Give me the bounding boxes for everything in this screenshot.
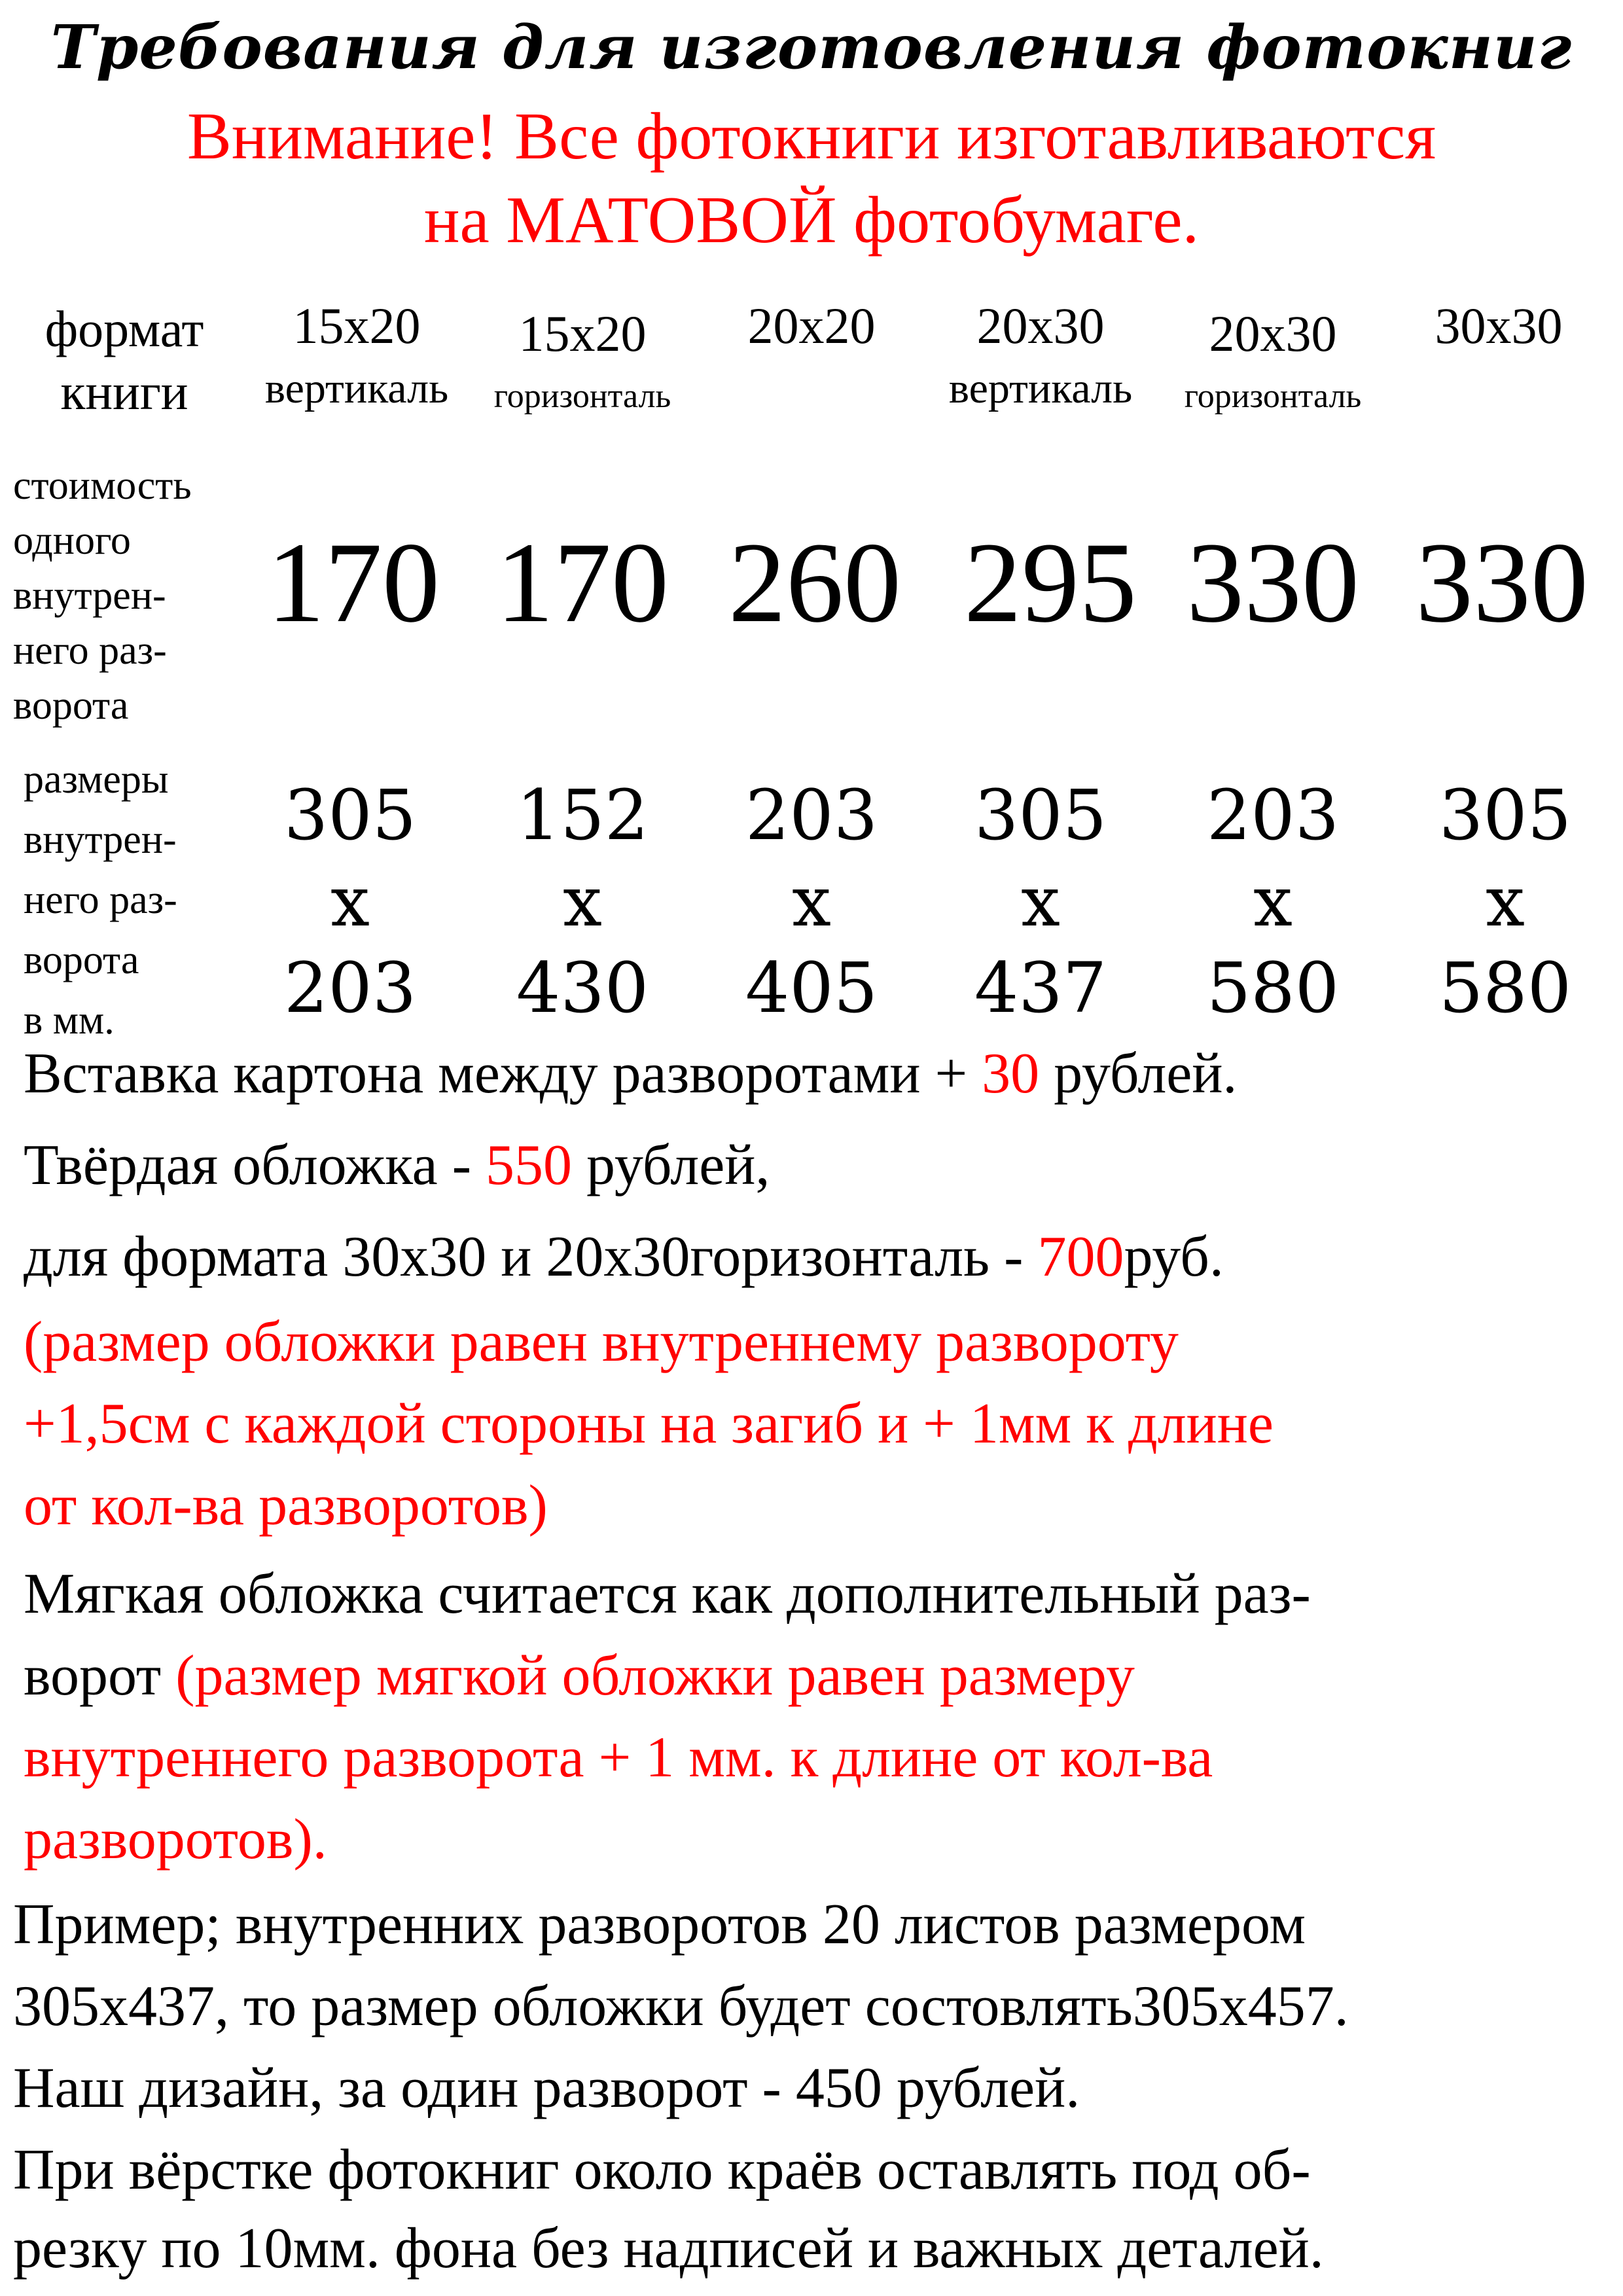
cardboard-line <box>24 1041 1237 1107</box>
cardboard-price: 30 <box>982 1042 1040 1105</box>
size-times: x <box>1486 861 1525 942</box>
size-times: x <box>1021 861 1060 942</box>
soft-cover-line-2 <box>24 1643 1135 1709</box>
notice-line-1: Внимание! Все фотокниги изготавливаются <box>187 99 1436 173</box>
hard-cover-price: 550 <box>486 1134 573 1197</box>
price-label-line: стоимость <box>13 463 192 508</box>
size-label-line: ворота <box>24 938 139 982</box>
format-label-line-1: формат <box>45 300 204 357</box>
cover-note-line-1: (размер обложки равен внутреннему развороту <box>24 1310 1179 1374</box>
column-format: 15x20 <box>293 297 421 354</box>
column-orientation: вертикаль <box>264 365 449 412</box>
column-orientation: вертикаль <box>948 365 1133 412</box>
price-value: 295 <box>964 519 1137 647</box>
size-width: 305 <box>974 775 1107 855</box>
price-label-line: одного <box>13 518 131 563</box>
price-value: 170 <box>267 519 440 647</box>
page-title: Требования для изготовления фотокниг <box>50 12 1573 82</box>
price-value: 260 <box>728 519 901 647</box>
size-times: x <box>1253 861 1293 942</box>
size-label <box>24 749 177 1050</box>
format-label <box>20 298 229 423</box>
size-height: 430 <box>516 948 649 1028</box>
soft-cover-line-4: разворотов). <box>24 1808 327 1871</box>
size-width: 203 <box>745 775 878 855</box>
size-height: 405 <box>745 948 878 1028</box>
column-orientation: горизонталь <box>1184 378 1362 415</box>
layout-note-line-1: При вёрстке фотокниг около краёв оставлять под об- <box>13 2138 1311 2202</box>
column-format: 15x20 <box>518 305 647 362</box>
column-orientation: горизонталь <box>493 378 671 415</box>
cover-note-line-2: +1,5см с каждой стороны на загиб и + 1мм к длине <box>24 1392 1274 1456</box>
text-part: ворот <box>24 1644 176 1708</box>
format-label-line-2: книги <box>60 363 188 420</box>
price-label-line: него раз- <box>13 628 167 673</box>
column-header-5 <box>1162 302 1384 428</box>
size-value <box>1394 772 1616 1031</box>
size-width: 305 <box>283 775 417 855</box>
column-header-4 <box>929 295 1152 420</box>
text-part: рублей. <box>1039 1042 1238 1105</box>
text-part: Вставка картона между разворотами + <box>24 1042 982 1105</box>
format-price: 700 <box>1037 1225 1124 1289</box>
price-value: 330 <box>1416 519 1588 647</box>
price-value: 330 <box>1186 519 1359 647</box>
column-header-3 <box>700 295 923 357</box>
size-label-line: внутрен- <box>24 817 177 862</box>
size-label-line: размеры <box>24 757 169 802</box>
size-times: x <box>792 861 831 942</box>
size-width: 152 <box>516 775 649 855</box>
size-value <box>1162 772 1384 1031</box>
column-header-2 <box>471 302 694 428</box>
format-price-line <box>24 1224 1224 1290</box>
size-value <box>471 772 694 1031</box>
column-format: 30x30 <box>1435 297 1563 354</box>
layout-note-line-2: резку по 10мм. фона без надписей и важных деталей. <box>13 2217 1324 2280</box>
price-label <box>13 458 192 733</box>
size-height: 437 <box>974 948 1107 1028</box>
size-value <box>929 772 1152 1031</box>
size-height: 580 <box>1438 948 1572 1028</box>
cover-note-line-3: от кол-ва разворотов) <box>24 1474 548 1537</box>
column-header-6 <box>1387 295 1610 357</box>
price-label-line: ворота <box>13 683 129 728</box>
price-label-line: внутрен- <box>13 573 166 618</box>
text-part: для формата 30x30 и 20x30горизонталь - <box>24 1225 1038 1289</box>
size-times: x <box>563 861 602 942</box>
example-line-1: Пример; внутренних разворотов 20 листов размером <box>13 1893 1306 1956</box>
notice-line-2: на МАТОВОЙ фотобумаге. <box>423 183 1200 257</box>
column-header-1 <box>245 295 468 420</box>
price-value: 170 <box>496 519 669 647</box>
text-part: рублей, <box>572 1134 770 1197</box>
size-width: 203 <box>1206 775 1340 855</box>
size-height: 203 <box>283 948 417 1028</box>
size-width: 305 <box>1438 775 1572 855</box>
size-label-line: в мм. <box>24 998 115 1043</box>
text-part: руб. <box>1124 1225 1224 1289</box>
hard-cover-line <box>24 1132 770 1198</box>
size-label-line: него раз- <box>24 878 177 922</box>
size-value <box>700 772 923 1031</box>
soft-cover-note: (размер мягкой обложки равен размеру <box>175 1644 1135 1708</box>
column-format: 20x20 <box>747 297 876 354</box>
size-times: x <box>330 861 370 942</box>
example-line-2: 305x437, то размер обложки будет состовлять305x457. <box>13 1975 1349 2038</box>
text-part: Твёрдая обложка - <box>24 1134 486 1197</box>
size-height: 580 <box>1206 948 1340 1028</box>
design-price-line: Наш дизайн, за один разворот - 450 рублей. <box>13 2056 1080 2120</box>
column-format: 20x30 <box>1209 305 1337 362</box>
soft-cover-line-3: внутреннего разворота + 1 мм. к длине от кол-ва <box>24 1726 1213 1789</box>
soft-cover-line-1: Мягкая обложка считается как дополнительный раз- <box>24 1562 1311 1626</box>
column-format: 20x30 <box>976 297 1105 354</box>
size-value <box>239 772 461 1031</box>
